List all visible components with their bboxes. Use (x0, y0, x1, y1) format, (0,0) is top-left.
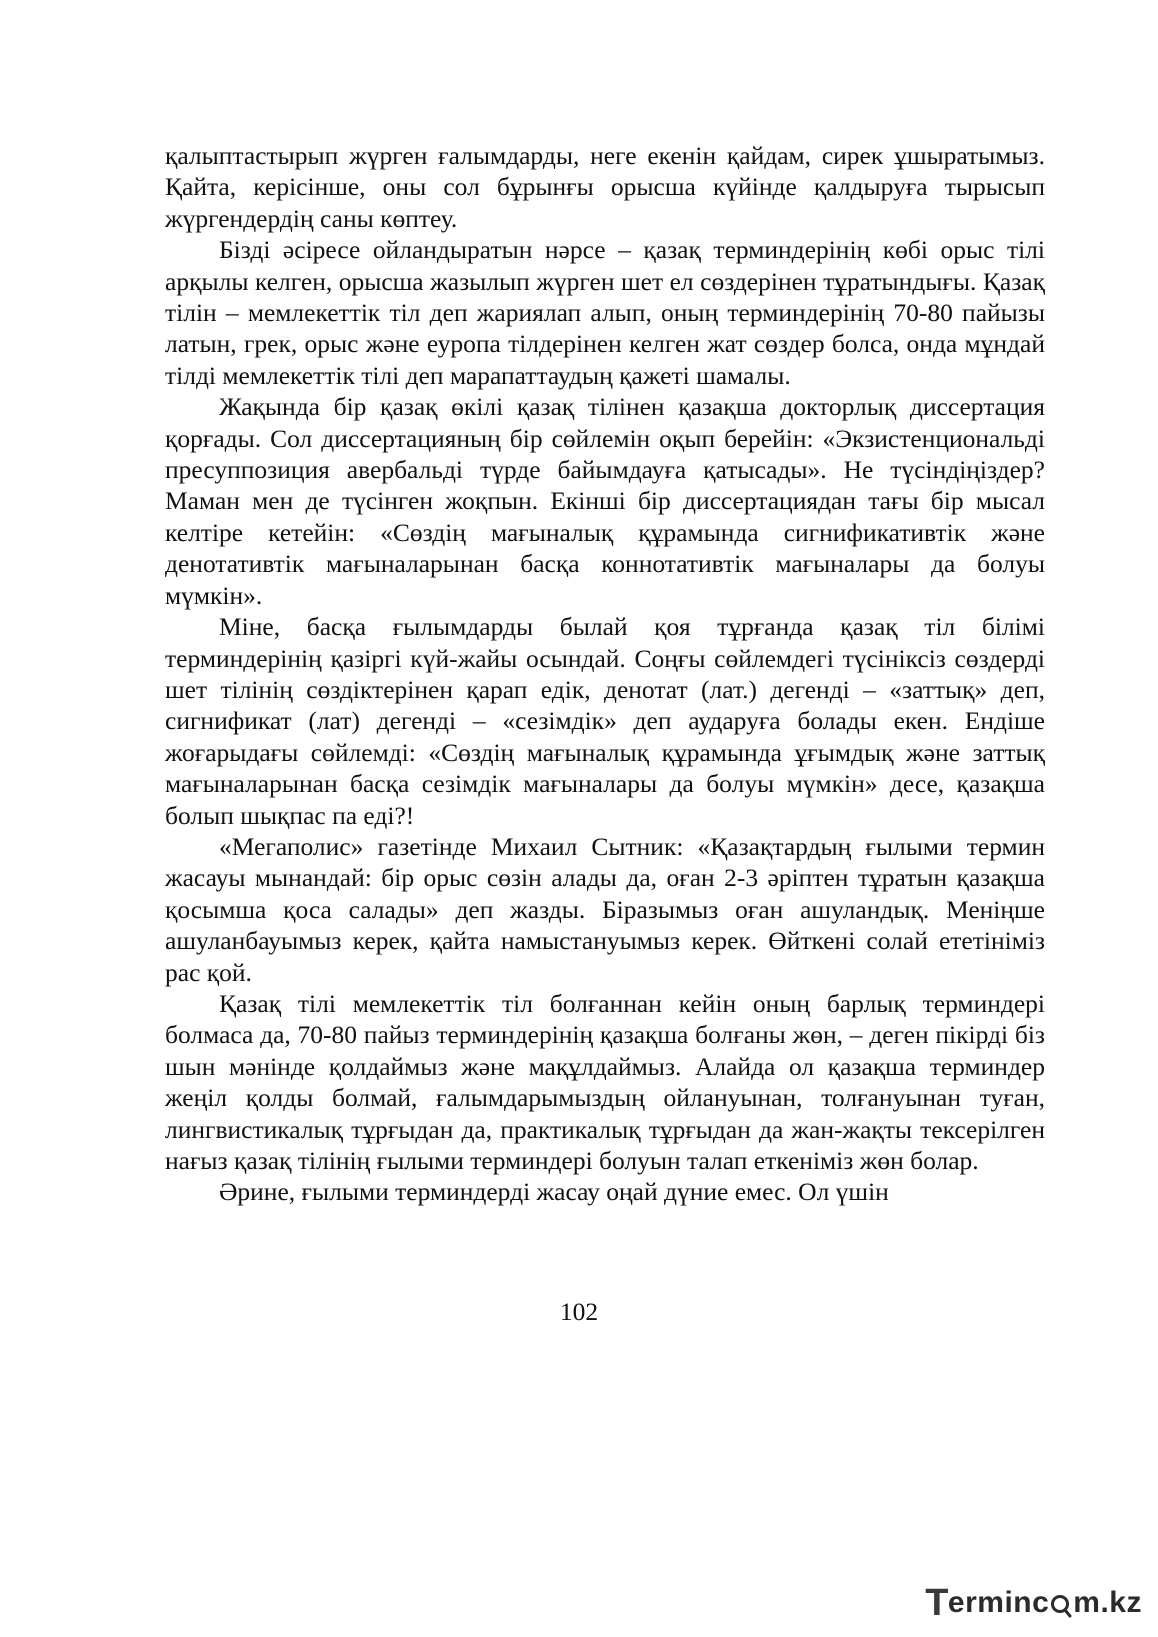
paragraph-1: қалыптастырып жүрген ғалымдарды, неге екенін қайдам, сирек ұшыратымыз. Қайта, керісінше, оны сол бұрынғы орысша күйінде қалдыруға тырысып жүргендердің саны көптеу. (165, 141, 1045, 233)
paragraph-3: Жақында бір қазақ өкілі қазақ тілінен қазақша докторлық диссертация қорғады. Сол диссертацияның бір сөйлемін оқып берейін: «Экзистенциональді пресуппозиция авербальді түрде байымдауға қатысады». Не түсіндіңіздер? Маман мен де түсінген жоқпын. Екінші бір диссертациядан тағы бір мысал келтіре кетейін: «Сөздің мағыналық құрамында сигнификативтік және денотативтік мағыналарынан басқа коннотативтік мағыналары да болуы мүмкін». (165, 392, 1045, 610)
watermark-text-domain: m.kz (1073, 1586, 1142, 1619)
paragraph-2: Бізді әсіресе ойландыратын нәрсе – қазақ терминдерінің көбі орыс тілі арқылы келген, орысша жазылып жүрген шет ел сөздерінен тұратындығы. Қазақ тілін – мемлекеттік тіл деп жариялап алып, оның терминдерінің 70-80 пайызы латын, грек, орыс және еуропа тілдерінен келген жат сөздер болса, онда мұндай тілді мемлекеттік тілі деп марапаттаудың қажеті шамалы. (165, 235, 1045, 390)
watermark-text-part: erminc (947, 1586, 1050, 1619)
paragraph-7: Әрине, ғылыми терминдерді жасау оңай дүние емес. Ол үшін (219, 1177, 889, 1207)
magnifier-o-icon (1050, 1592, 1072, 1614)
paragraph-6: Қазақ тілі мемлекеттік тіл болғаннан кейін оның барлық терминдері болмаса да, 70-80 пайыз терминдерінің қазақша болғаны жөн, – деген пікірді біз шын мәнінде қолдаймыз және мақұлдаймыз. Алайда ол қазақша терминдер жеңіл қолды болмай, ғалымдарымыздың ойлануынан, толғануынан туған, лингвистикалық тұрғыдан да, практикалық тұрғыдан да жан-жақты тексерілген нағыз қазақ тілінің ғылыми терминдері болуын талап еткеніміз жөн болар. (165, 988, 1045, 1175)
page-number: 102 (559, 1297, 599, 1326)
paragraph-5: «Мегаполис» газетінде Михаил Сытник: «Қазақтардың ғылыми термин жасауы мынандай: бір орыс сөзін алады да, оған 2-3 әріптен тұратын қазақша қосымша қоса салады» деп жазды. Біразымыз оған ашуландық. Меніңше ашуланбауымыз керек, қайта намыстануымыз керек. Өйткені солай ететініміз рас қой. (165, 831, 1045, 987)
watermark-logo (925, 1583, 1142, 1623)
body-text (165, 140, 1045, 1208)
paragraph-4: Міне, басқа ғылымдарды былай қоя тұрғанда қазақ тіл білімі терминдерінің қазіргі күй-жайы осындай. Соңғы сөйлемдегі түсініксіз сөздерді шет тілінің сөздіктерінен қарап едік, денотат (лат.) дегенді – «заттық» деп, сигнификат (лат) дегенді – «сезімдік» деп аударуға болады екен. Ендіше жоғарыдағы сөйлемді: «Сөздің мағыналық құрамында ұғымдық және заттық мағыналарынан басқа сезімдік мағыналары да болуы мүмкін» десе, қазақша болып шықпас па еді?! (165, 612, 1045, 830)
watermark-letter-t: T (925, 1581, 949, 1624)
